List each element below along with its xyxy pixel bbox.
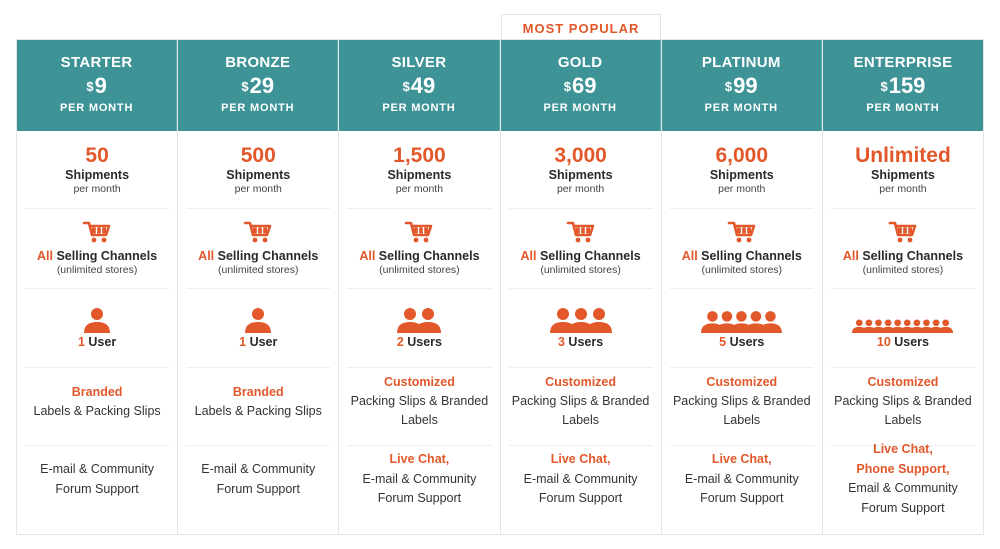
users-word: Users [564, 335, 604, 349]
support-line: E-mail & Community [362, 471, 477, 486]
shipments-period: per month [556, 183, 605, 195]
shopping-cart-icon [662, 220, 822, 246]
shipments-label: Shipments [548, 168, 613, 182]
channels-highlight: All [842, 249, 859, 263]
plan-column-enterprise [823, 40, 983, 534]
channels-highlight: All [681, 249, 698, 263]
support-highlight: Live Chat, [550, 452, 611, 466]
support-line: Forum Support [861, 500, 945, 515]
selling-channels-label [17, 249, 177, 263]
support-line: Forum Support [377, 491, 462, 505]
channels-highlight: All [198, 249, 215, 263]
row-divider [347, 445, 491, 446]
branding-line: Labels & Packing Slips [33, 404, 161, 418]
branding-feature [501, 373, 661, 430]
shipments-label: Shipments [387, 168, 452, 182]
user-icon [339, 306, 499, 334]
user-icon [178, 306, 338, 334]
channels-text: Selling Channels [858, 249, 964, 263]
shipments-label: Shipments [226, 168, 291, 182]
channels-note: (unlimited stores) [862, 264, 944, 276]
branding-highlight: Branded [232, 385, 284, 399]
plan-name: PLATINUM [701, 54, 781, 71]
currency-symbol: $ [86, 79, 94, 94]
branding-highlight: Customized [384, 375, 455, 389]
row-divider [25, 445, 169, 446]
users-word: Users [726, 335, 765, 349]
users-word: User [84, 335, 117, 349]
users-label [339, 335, 499, 349]
billing-period: PER MONTH [59, 102, 134, 114]
channels-text: Selling Channels [697, 249, 802, 263]
plan-column-bronze [178, 40, 339, 534]
branding-highlight: Customized [545, 375, 617, 389]
shipments-count: 3,000 [554, 144, 607, 167]
row-divider [186, 208, 330, 209]
channels-text: Selling Channels [375, 249, 480, 263]
branding-line: Labels & Packing Slips [194, 404, 322, 418]
support-feature [662, 450, 822, 509]
pricing-table [16, 39, 984, 535]
plan-header [17, 40, 177, 131]
plan-column-platinum [662, 40, 823, 534]
price-amount: 49 [410, 73, 436, 98]
channels-text: Selling Channels [214, 249, 319, 263]
branding-line: Packing Slips & Branded [834, 394, 972, 408]
row-divider [186, 367, 330, 368]
plan-header [501, 40, 661, 131]
row-divider [25, 367, 169, 368]
channels-note: (unlimited stores) [379, 264, 460, 276]
support-highlight: Phone Support, [856, 461, 950, 476]
support-highlight: Live Chat, [873, 442, 933, 456]
currency-symbol: $ [563, 79, 571, 94]
users-word: User [246, 335, 278, 349]
branding-highlight: Branded [71, 385, 123, 399]
shipments-count: 50 [85, 144, 109, 167]
currency-symbol: $ [241, 79, 249, 94]
user-icon [662, 306, 822, 334]
branding-feature [178, 383, 338, 421]
branding-feature [662, 373, 822, 430]
branding-line: Labels [723, 413, 761, 427]
currency-symbol: $ [402, 79, 410, 94]
plan-price [17, 74, 176, 98]
channels-note: (unlimited stores) [217, 264, 299, 276]
users-word: Users [890, 335, 930, 349]
channels-highlight: All [520, 249, 537, 263]
branding-highlight: Customized [867, 375, 939, 389]
shipments-count: 1,500 [393, 144, 446, 167]
shopping-cart-icon [178, 220, 338, 246]
branding-line: Labels [401, 413, 438, 427]
price-amount: 69 [571, 73, 597, 98]
users-label [823, 335, 983, 349]
row-divider [186, 288, 330, 289]
row-divider [25, 288, 169, 289]
branding-line: Packing Slips & Branded [350, 394, 489, 408]
support-highlight: Live Chat, [711, 452, 772, 466]
user-icon [17, 306, 177, 334]
branding-highlight: Customized [706, 375, 778, 389]
support-line: E-mail & Community [40, 462, 155, 476]
shipments-label: Shipments [870, 168, 935, 182]
plan-name: ENTERPRISE [853, 54, 953, 71]
row-divider [347, 208, 491, 209]
users-label [17, 335, 177, 349]
users-label [662, 335, 822, 349]
support-highlight: Live Chat, [389, 452, 450, 466]
price-amount: 29 [249, 73, 275, 98]
users-count: 1 [239, 335, 247, 349]
plan-header [339, 40, 499, 131]
plan-column-silver [339, 40, 500, 534]
user-icon [823, 306, 983, 334]
shipments-label: Shipments [65, 168, 130, 182]
support-line: E-mail & Community [684, 471, 799, 486]
branding-line: Packing Slips & Branded [672, 394, 811, 408]
selling-channels-label [662, 249, 822, 263]
users-count: 5 [719, 335, 727, 349]
row-divider [509, 288, 653, 289]
branding-feature [339, 373, 499, 430]
billing-period: PER MONTH [866, 102, 940, 114]
plan-header [823, 40, 983, 131]
channels-highlight: All [359, 249, 376, 263]
users-count: 2 [396, 335, 404, 349]
row-divider [25, 208, 169, 209]
support-feature [823, 440, 983, 518]
users-count: 1 [77, 335, 85, 349]
shipments-label: Shipments [709, 168, 774, 182]
plan-header [178, 40, 338, 131]
users-count: 3 [558, 335, 565, 349]
support-line: Forum Support [700, 491, 784, 505]
billing-period: PER MONTH [543, 102, 617, 114]
plan-price [823, 74, 983, 98]
plan-price [501, 74, 660, 98]
row-divider [509, 208, 653, 209]
shopping-cart-icon [501, 220, 661, 246]
billing-period: PER MONTH [221, 102, 295, 114]
row-divider [670, 288, 814, 289]
shipments-period: per month [73, 183, 121, 195]
row-divider [347, 288, 491, 289]
users-word: Users [403, 335, 443, 349]
selling-channels-label [339, 249, 499, 263]
row-divider [186, 445, 330, 446]
plan-header [662, 40, 822, 131]
support-line: Forum Support [538, 491, 623, 505]
selling-channels-label [178, 249, 338, 263]
price-amount: 99 [733, 73, 758, 98]
support-line: Forum Support [55, 481, 139, 496]
shipments-period: per month [234, 183, 282, 195]
plan-price [662, 74, 821, 98]
row-divider [831, 367, 975, 368]
row-divider [509, 367, 653, 368]
currency-symbol: $ [724, 79, 733, 94]
shipments-count: 6,000 [715, 144, 769, 167]
selling-channels-label [501, 249, 661, 263]
row-divider [347, 367, 491, 368]
plan-name: BRONZE [225, 54, 291, 71]
support-feature [501, 450, 661, 509]
selling-channels-label [823, 249, 983, 263]
plan-column-gold [501, 40, 662, 534]
channels-highlight: All [37, 249, 53, 263]
row-divider [670, 367, 814, 368]
branding-line: Packing Slips & Branded [511, 394, 650, 408]
branding-feature [17, 383, 177, 421]
shipments-count: 500 [240, 144, 276, 167]
row-divider [831, 208, 975, 209]
branding-line: Labels [562, 413, 600, 427]
user-icon [501, 306, 661, 334]
most-popular-badge: MOST POPULAR [501, 14, 661, 40]
support-feature [339, 450, 499, 509]
plan-name: STARTER [60, 54, 133, 71]
plan-price [178, 74, 337, 98]
shipments-count: Unlimited [855, 144, 951, 167]
branding-line: Labels [884, 413, 922, 427]
shipments-period: per month [879, 183, 927, 195]
row-divider [831, 288, 975, 289]
shopping-cart-icon [339, 220, 499, 246]
branding-feature [823, 373, 983, 430]
users-count: 10 [876, 335, 891, 349]
channels-note: (unlimited stores) [701, 264, 783, 276]
plan-price [339, 74, 498, 98]
plan-name: GOLD [557, 54, 603, 71]
shipments-period: per month [718, 183, 766, 195]
support-feature [178, 460, 338, 499]
shopping-cart-icon [823, 220, 983, 246]
price-amount: 159 [888, 73, 926, 98]
row-divider [670, 445, 814, 446]
channels-text: Selling Channels [52, 249, 158, 263]
channels-text: Selling Channels [536, 249, 641, 263]
currency-symbol: $ [880, 79, 888, 94]
billing-period: PER MONTH [704, 102, 778, 114]
support-line: E-mail & Community [523, 471, 638, 486]
shipments-period: per month [395, 183, 444, 195]
channels-note: (unlimited stores) [540, 264, 621, 276]
row-divider [670, 208, 814, 209]
plan-name: SILVER [391, 54, 447, 71]
price-amount: 9 [94, 73, 107, 98]
channels-note: (unlimited stores) [56, 264, 138, 276]
plan-column-starter [17, 40, 178, 534]
users-label [501, 335, 661, 349]
support-line: Forum Support [216, 481, 300, 496]
shopping-cart-icon [17, 220, 177, 246]
row-divider [509, 445, 653, 446]
support-line: Email & Community [848, 481, 958, 495]
billing-period: PER MONTH [382, 102, 456, 114]
users-label [178, 335, 338, 349]
support-feature [17, 460, 177, 499]
support-line: E-mail & Community [201, 462, 316, 476]
